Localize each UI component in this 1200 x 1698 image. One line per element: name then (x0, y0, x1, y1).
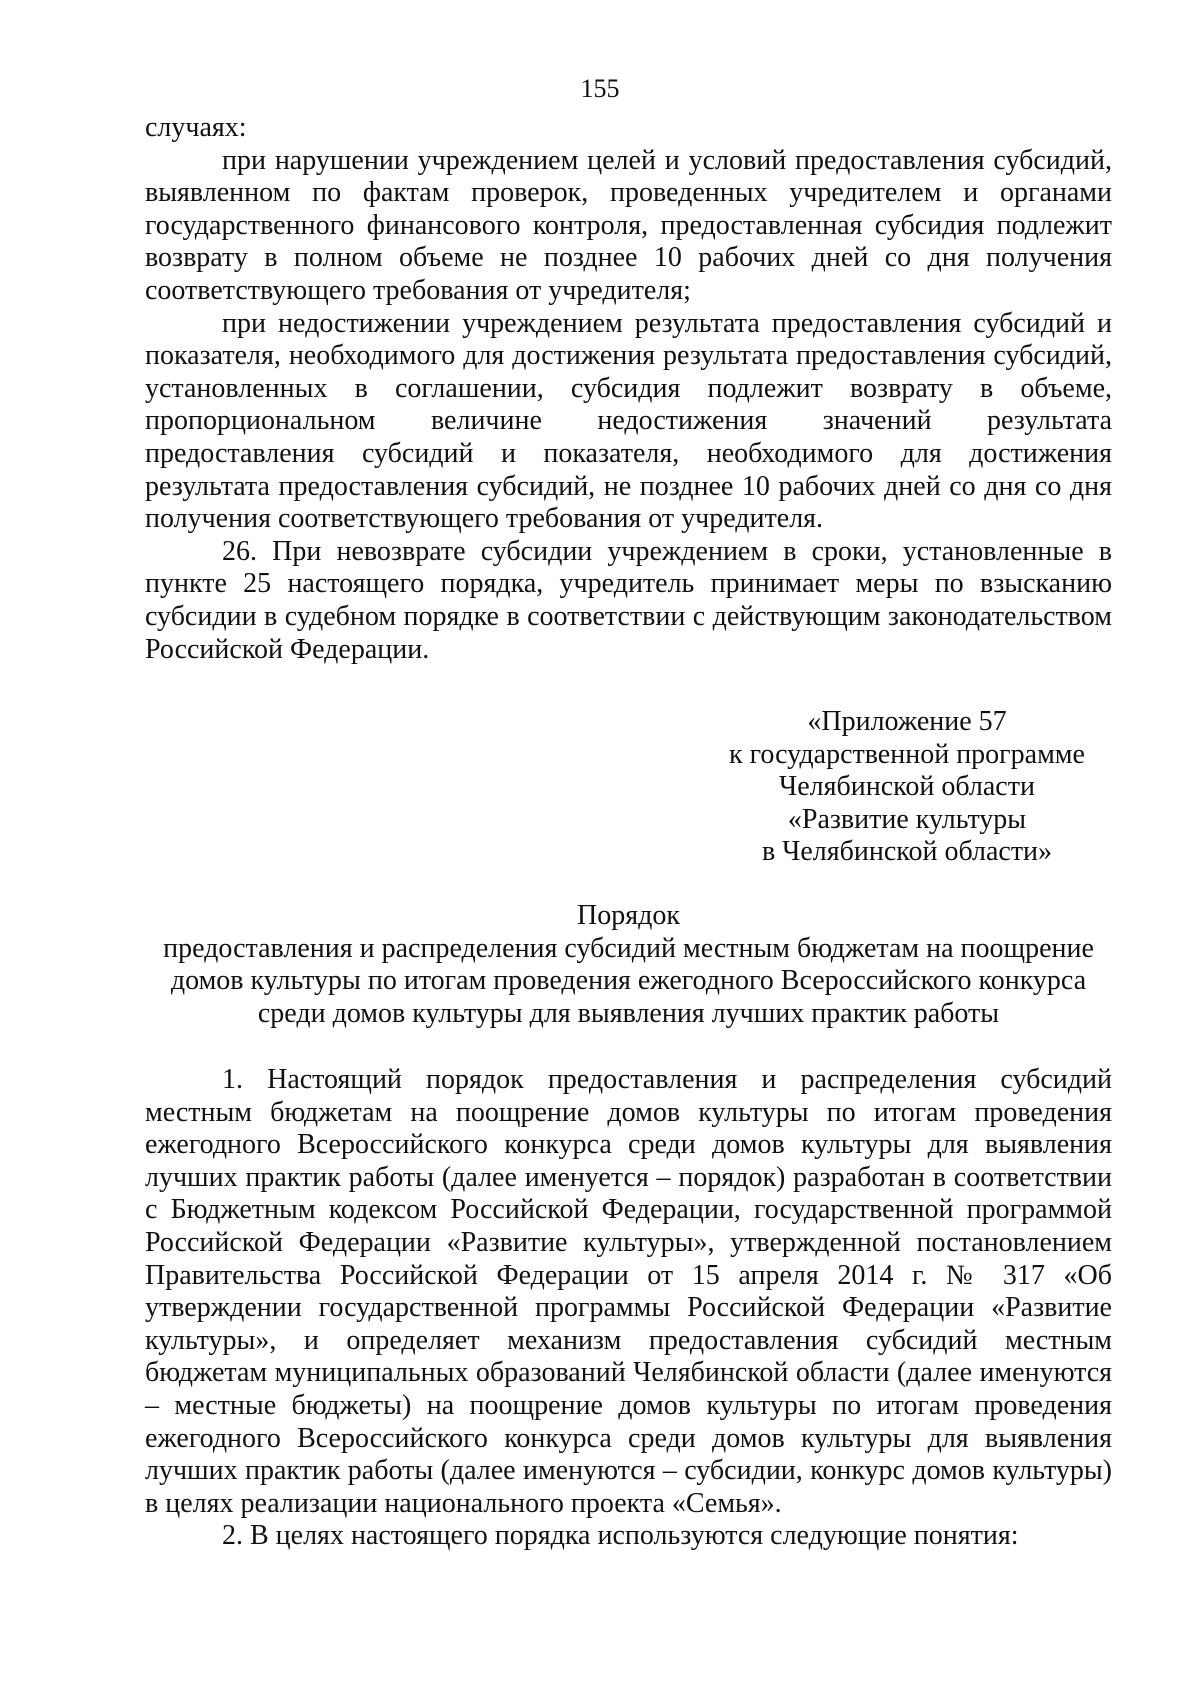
paragraph-continuation: случаях: (145, 112, 247, 143)
paragraph-non-achievement-clause: при недостижении учреждением результата предоставления субсидий и показателя, необходимого для достижения результата предоставления субсидий, установленных в соглашении, субсидия подлежит возврату в объеме, пропорциональном величине недостижения значений результата предоставления субсидий и показателя, необходимого для достижения результата предоставления субсидий, не позднее 10 рабочих дней со дня со дня получения соответствующего требования от учредителя. (145, 307, 1112, 535)
top-text-block (145, 112, 1112, 666)
appendix-line: «Приложение 57 (807, 706, 1007, 737)
order-subtitle-line: предоставления и распределения субсидий местным бюджетам на поощрение (163, 932, 1094, 964)
paragraph-violation-clause: при нарушении учреждением целей и условий предоставления субсидий, выявленном по фактам проверок, проведенных учредителем и органами государственного финансового контроля, предоставленная субсидия подлежит возврату в полном объеме не позднее 10 рабочих дней со дня получения соответствующего требования от учредителя; (145, 144, 1112, 306)
bottom-text-block (145, 1064, 1112, 1553)
appendix-line: «Развитие культуры (787, 803, 1027, 835)
order-heading: Порядок (577, 900, 680, 931)
paragraph-item-2: 2. В целях настоящего порядка используются следующие понятия: (222, 1520, 1019, 1552)
paragraph-item-26: 26. При невозврате субсидии учреждением в сроки, установленные в пункте 25 настоящего порядка, учредитель принимает меры по взысканию субсидии в судебном порядке в соответствии с действующим законодательством Российской Федерации. (145, 535, 1112, 665)
appendix-line: в Челябинской области» (761, 836, 1053, 868)
page-number: 155 (580, 74, 620, 103)
appendix-line: к государственной программе (729, 738, 1085, 770)
appendix-line: Челябинской области (779, 771, 1035, 803)
paragraph-item-1: 1. Настоящий порядок предоставления и распределения субсидий местным бюджетам на поощрение домов культуры по итогам проведения ежегодного Всероссийского конкурса среди домов культуры для выявления лучших практик работы (далее именуется – порядок) разработан в соответствии с Бюджетным кодексом Российской Федерации, государственной программой Российской Федерации «Развитие культуры», утвержденной постановлением Правительства Российской Федерации от 15 апреля 2014 г. № 317 «Об утверждении государственной программы Российской Федерации «Развитие культуры», и определяет механизм предоставления субсидий местным бюджетам муниципальных образований Челябинской области (далее именуются – местные бюджеты) на поощрение домов культуры по итогам проведения ежегодного Всероссийского конкурса среди домов культуры для выявления лучших практик работы (далее именуются – субсидии, конкурс домов культуры) в целях реализации национального проекта «Семья». (145, 1064, 1112, 1519)
order-title (145, 900, 1112, 1030)
order-subtitle-line: домов культуры по итогам проведения ежегодного Всероссийского конкурса (170, 965, 1087, 997)
order-subtitle-line: среди домов культуры для выявления лучших практик работы (257, 997, 1000, 1029)
appendix-header (680, 706, 1134, 869)
